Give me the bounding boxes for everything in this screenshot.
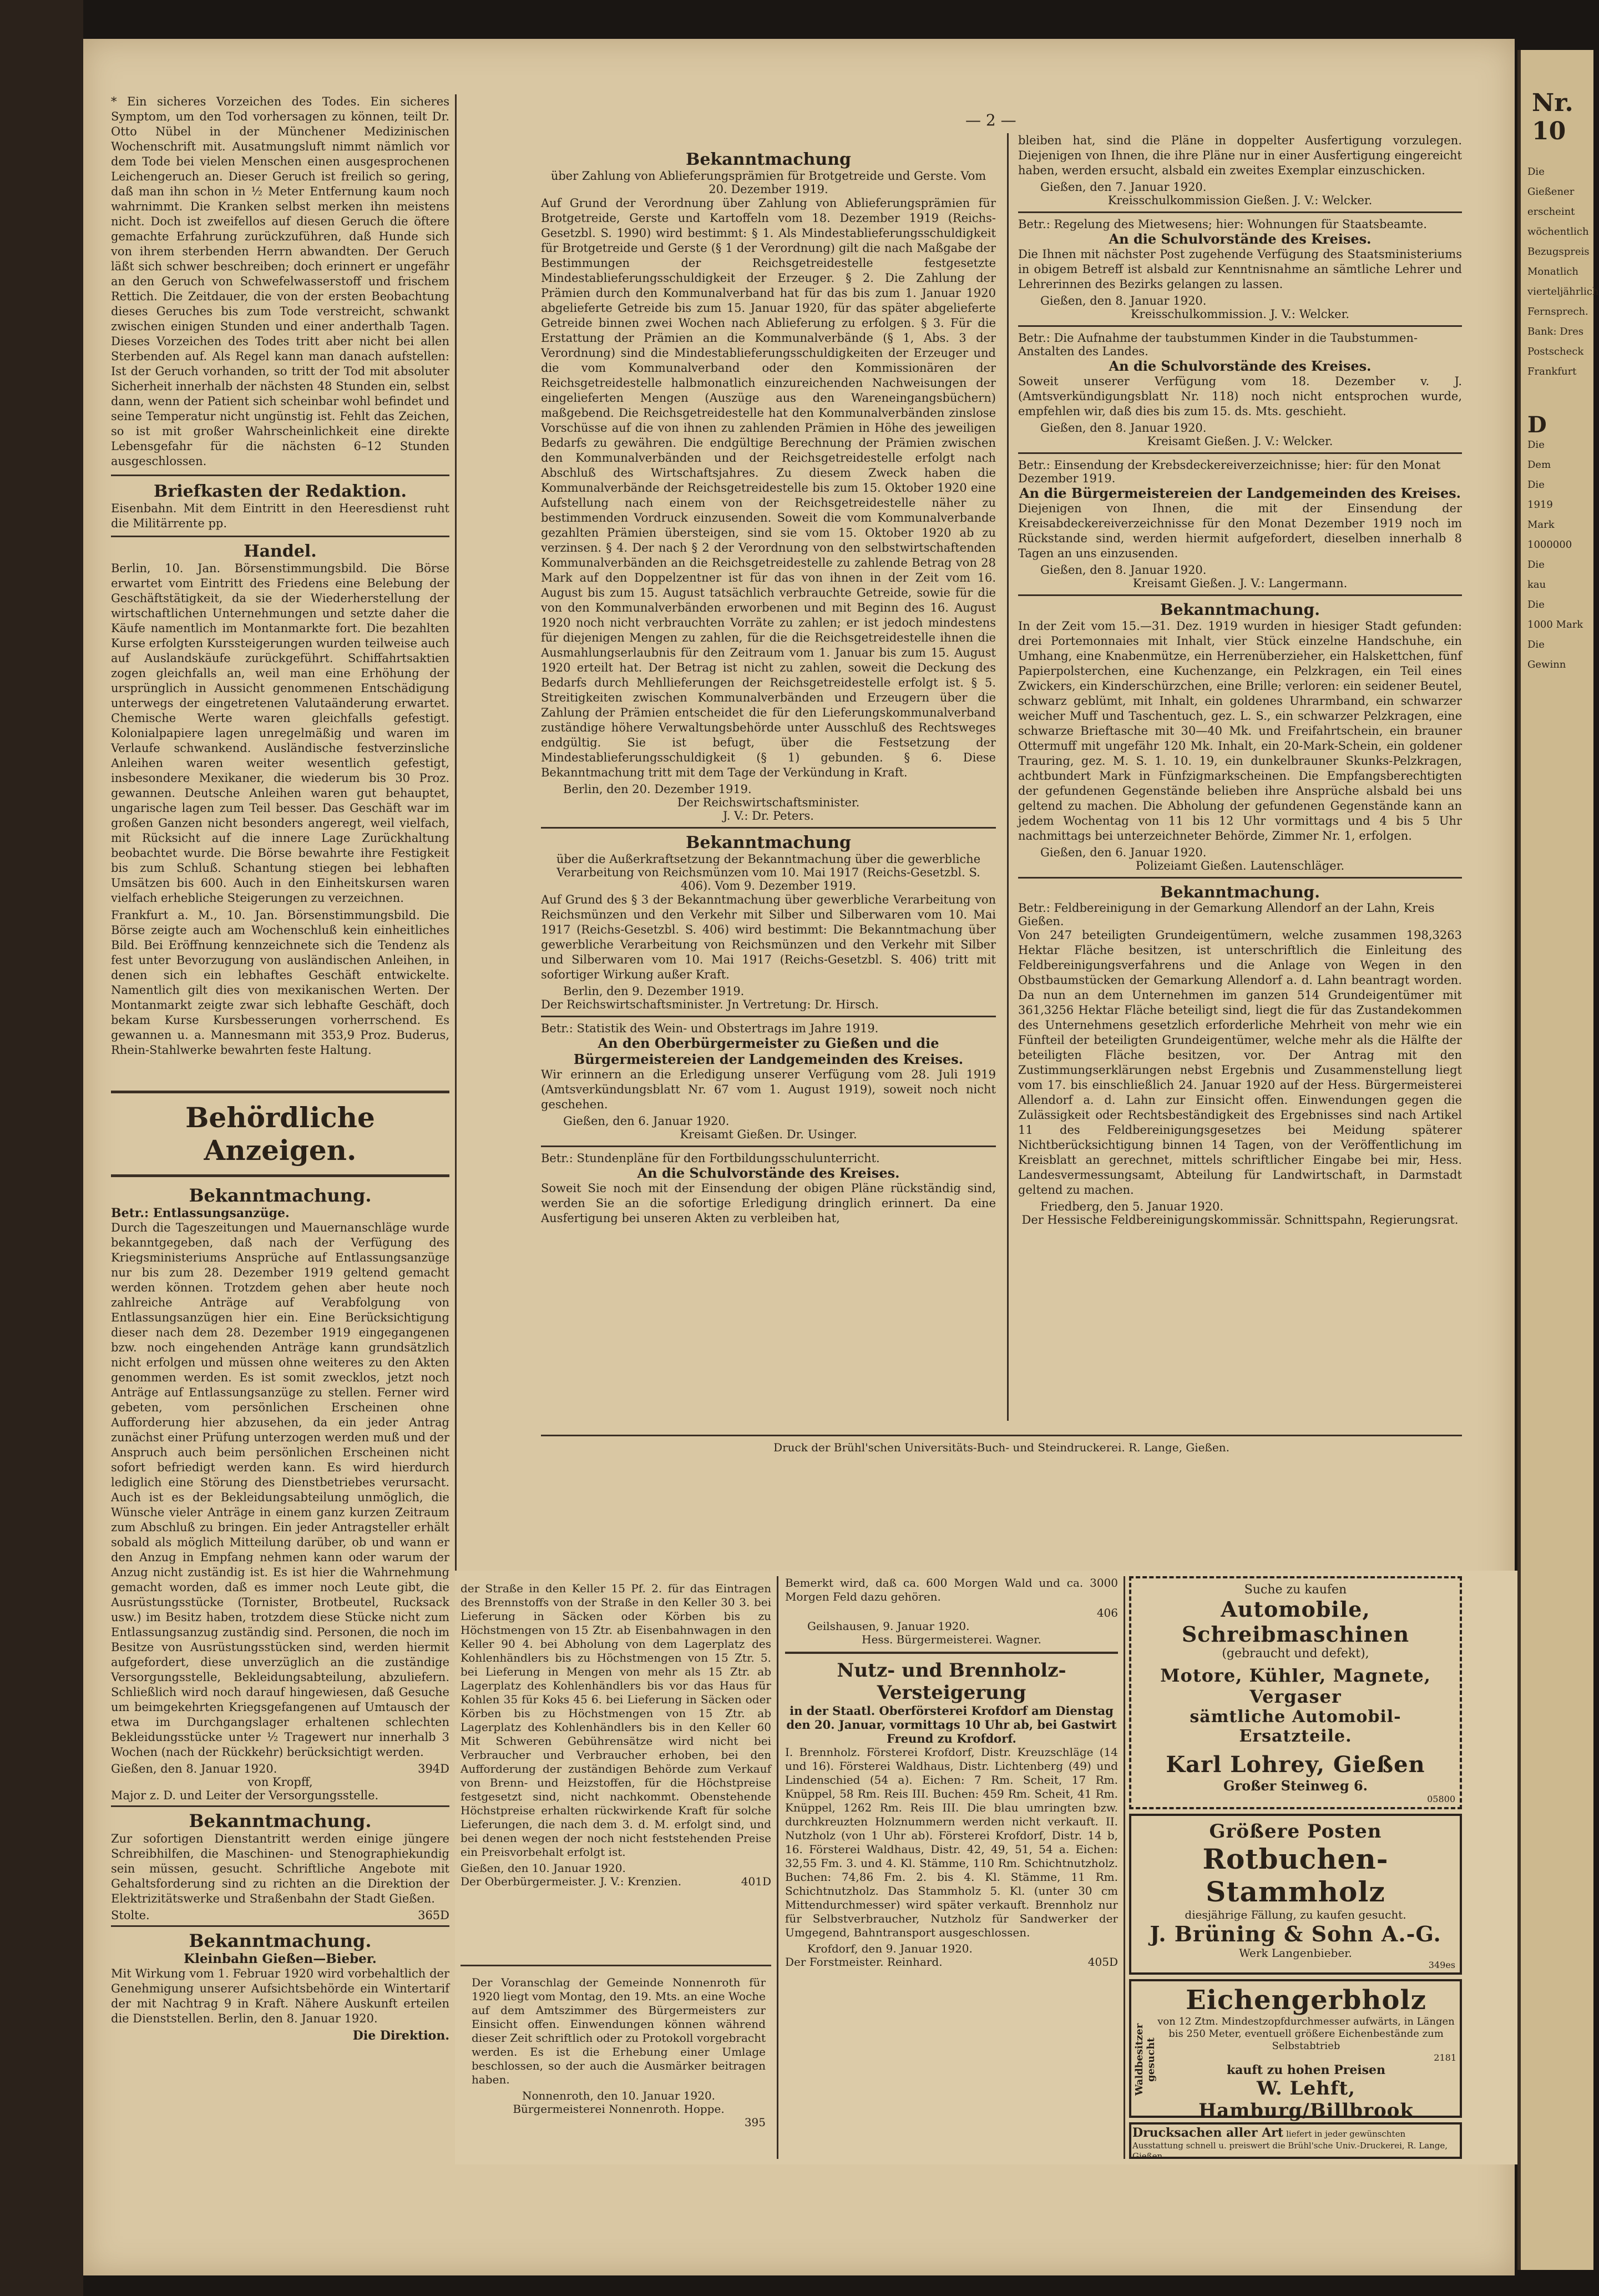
background-shadow	[0, 0, 83, 2296]
left-column	[111, 94, 449, 1088]
notice-signature: Der Oberbürgermeister. J. V.: Krenzien.	[461, 1875, 682, 1888]
notice-text: Auf Grund der Verordnung über Zahlung von Ablieferungsprämien für Brotgetreide, Gerste und Kartoffeln vom 18. Dezember 1919 (Reichs-Gesetzbl. S. 1990) wird bestimmt: § 1. Als Mindestablieferungsschuldigkeit für Brotgetreide und Gerste (§ 1 der Verordnung) gilt die nach Maßgabe der Bestimmungen der Reichsgetreidestelle festgesetzte Mindestablieferungsschuldigkeit der Erzeuger. § 2. Die Zahlung der Prämien durch den Kommunalverband hat für das bis zum 1. Januar 1920 abgelieferte Getreide bis zum 15. Januar 1920, für das später abgelieferte Getreide binnen zwei Wochen nach Ablieferung zu erfolgen. § 3. Für die Erstattung der Prämien an die Kommunalverbände (§ 1, Abs. 3 der Verordnung) sind die Mindestablieferungsschuldigkeiten der Erzeuger und die vom Kommunalverband oder den Kommissionären der Reichsgetreidestelle halbmonatlich einzureichenden Nachweisungen der eingelieferten Mengen (Auszüge aus den Wareneingangsbüchern) maßgebend. Die Reichsgetreidestelle hat den Kommunalverbänden zinslose Vorschüsse auf die von ihnen zu zahlenden Prämien in Höhe des jeweiligen Bedarfs zu gewähren. Die endgültige Berechnung der Prämien zwischen den Kommunalverbänden und der Reichsgetreidestelle erfolgt nach Abschluß des Wirtschaftsjahres. Zu diesem Zweck haben die Kommunalverbände der Reichsgetreidestelle bis zum 15. Oktober 1920 eine Aufstellung nach einem von der Reichsgetreidestelle näher zu bestimmenden Vordruck einzusenden. Soweit die vom Kommunalverbande gezahlten Prämien übersteigen, sind sie vom 15. Oktober 1920 ab zu verzinsen. § 4. Der nach § 2 der Verordnung von den selbstwirtschaftenden Kommunalverbänden an die Reichsgetreidestelle zu zahlende Betrag von 28 Mark auf den Doppelzentner ist für das von ihnen in der Zeit vom 16. August bis zum 15. August tatsächlich verbrauchte Getreide, sowie für die von den Kommunalverbänden erworbenen und mit Beginn des 16. August 1920 noch nicht verbrauchten Vorräte zu zahlen; er ist jedoch mindestens für diejenigen Mengen zu zahlen, für die die Reichsgetreidestelle ihnen die Ausmahlungserlaubnis für den Zeitraum vom 1. Januar bis zum 15. August 1920 erteilt hat. Der Betrag ist nicht zu zahlen, soweit die Deckung des Bedarfs durch Mehllieferungen der Reichsgetreidestelle erfolgt ist. § 5. Streitigkeiten zwischen Kommunalverbänden und Erzeugern über die Zahlung der Prämien entscheidet die für den Lieferungskommunalverband zuständige höhere Verwaltungsbehörde unter Ausschluß des Rechtsweges endgültig. Sie ist befugt, über die Festsetzung der Mindestablieferungsschuldigkeit (§ 1) gebunden. § 6. Diese Bekanntmachung tritt mit dem Tage der Verkündung in Kraft.	[541, 196, 996, 779]
notice-text: I. Brennholz. Försterei Krofdorf, Distr. Kreuzschläge (14 und 16). Försterei Waldhaus, Distr. Lichtenberg (49) und Lindenschied (54 a). Eichen: 7 Rm. Scheit, 17 Rm. Knüppel, 58 Rm. Reis III. Buchen: 459 Rm. Scheit, 41 Rm. Knüppel, 1262 Rm. Reis III. Die blau umringten bzw. durchkreuzten Holznummern werden nicht verkauft. II. Nutzholz (von 1 Uhr ab). Försterei Krofdorf, Distr. 14 b, 16. Försterei Waldhaus, Distr. 42, 49, 51, 54 a. Eichen: 32,55 Fm. 3. und 4. Kl. Stämme, 110 Rm. Schichtnutzholz. Buchen: 74,86 Fm. 2. bis 4. Kl. Stämme, 11 Rm. Schichtnutzholz. Das Stammholz 5. Kl. (unter 30 cm Mittendurchmesser) wird später verkauft. Brennholz nur für Selbstverbraucher, Nutzholz für Sandwerker der Umgegend, Bahntransport ausgeschlossen.	[785, 1745, 1118, 1939]
notice-text: In der Zeit vom 15.—31. Dez. 1919 wurden in hiesiger Stadt gefunden: drei Portemonnaies mit Inhalt, vier Stück einzelne Handschuhe, ein Umhang, eine Knabenmütze, ein Herrenüberzieher, ein Halskettchen, fünf Papierpolsterchen, eine Kuchenzange, ein Pelzkragen, ein Teil eines Zwickers, ein Kinderschürzchen, eine Brille; verloren: ein seidener Beutel, schwarz geblümt, mit Inhalt, ein goldenes Uhrarmband, ein schwarzer weicher Muff und Taschentuch, gez. L. S., ein schwarzer Pelzkragen, eine schwarze Brieftasche mit 30—40 Mk. und Freifahrtschein, ein brauner Ottermuff mit ungefähr 120 Mk. Inhalt, ein 20-Mark-Schein, ein goldener Trauring, gez. M. S. 1. 10. 19, ein dunkelbrauner Skunks-Pelzkragen, achtbundert Mark in Fünfzigmarkscheinen. Die Empfangsberechtigten der gefundenen Gegenstände belieben ihre Ansprüche alsbald bei uns geltend zu machen. Die Abholung der gefundenen Gegenstände kann an jedem Wochentag von 11 bis 12 Uhr vormittags und 4 bis 5 Uhr nachmittags bei unterzeichneter Behörde, Zimmer Nr. 1, erfolgen.	[1018, 619, 1462, 842]
notice-date: Gießen, den 6. Januar 1920.	[563, 1114, 730, 1128]
column-rule	[1007, 133, 1009, 1421]
official-notices	[111, 1091, 449, 2134]
notice-text: Der Voranschlag der Gemeinde Nonnenroth für 1920 liegt vom Montag, den 19. Mts. an eine Woche auf dem Amtszimmer des Bürgermeisters zur Einsicht offen. Einwendungen können während dieser Zeit schriftlich oder zu Protokoll vorgebracht werden. Es ist die Erhebung einer Umlage beschlossen, so der auch die Ausmärker beitragen haben.	[472, 1976, 766, 2086]
divider	[1018, 211, 1462, 213]
notice-heading: Bekanntmachung.	[1160, 601, 1320, 619]
notice-heading: Bekanntmachung.	[189, 1810, 372, 1831]
ad-text: von 12 Ztm. Mindestzopfdurchmesser aufwärts, in Längen bis 250 Meter, eventuell größere Eichenbestände zum Selbstabtrieb	[1157, 2016, 1455, 2052]
notice-heading: Bekanntmachung.	[189, 1185, 372, 1206]
ad-text: Automobile, Schreibmaschinen	[1181, 1597, 1410, 1647]
divider	[461, 1965, 771, 1966]
notice-heading: Bekanntmachung.	[189, 1930, 372, 1951]
ad-code: 05800	[1427, 1794, 1455, 1804]
handel-frankfurt: Frankfurt a. M., 10. Jan. Börsenstimmungsbild. Die Börse zeigte auch am Wochenschluß kein einheitliches Bild. Bei Eröffnung kennzeichnete sich die Tendenz als fest unter Bevorzugung von ausländischen Anleihen, in denen sich ein lebhaftes Geschäft entwickelte. Namentlich gilt dies von mexikanischen Werten. Der Montanmarkt zeigte zwar sich lebhafte Geschäft, doch bekam Kurse Kursbesserungen vorherrschend. Es gewannen u. a. Mannesmann mit 353,9 Proz. Buderus, Rhein-Stahlwerke bewahrten feste Haltung.	[111, 909, 449, 1057]
ad-text: Werk Langenbieber.	[1239, 1946, 1352, 1960]
divider	[541, 1146, 996, 1147]
notice-signature: Kreisschulkommission Gießen. J. V.: Welcker.	[1107, 194, 1373, 207]
page-number: — 2 —	[965, 111, 1016, 129]
briefkasten-heading: Briefkasten der Redaktion.	[154, 482, 407, 501]
notice-text: Auf Grund des § 3 der Bekanntmachung über gewerbliche Verarbeitung von Reichsmünzen und den Verkehr mit Silber und Silberwaren vom 10. Mai 1917 (Reichs-Gesetzbl. S. 406) wird bestimmt: Die Bekanntmachung über gewerbliche Verarbeitung von Reichsmünzen und den Verkehr mit Silber und Silberwaren vom 10. Mai 1917 (Reichs-Gesetzbl. S. 406) tritt mit sofortiger Wirkung außer Kraft.	[541, 893, 996, 981]
ad-text: Motore, Kühler, Magnete, Vergaser	[1160, 1665, 1431, 1707]
notice-text: Zur sofortigen Dienstantritt werden einige jüngere Schreibhilfen, die Maschinen- und Stenographiekundig sein müssen, gesucht. Schriftliche Angebote mit Gehaltsforderung sind zu richten an die Direktion der Elektrizitätswerke und Straßenbahn der Stadt Gießen.	[111, 1832, 449, 1905]
notice-heading: An die Schulvorstände des Kreises.	[637, 1165, 900, 1181]
divider	[111, 1174, 449, 1177]
notice-subheading: über Zahlung von Ablieferungsprämien für Brotgetreide und Gerste. Vom 20. Dezember 1919.	[550, 169, 986, 196]
ad-text: Drucksachen aller Art	[1132, 2126, 1284, 2140]
ad-text: J. Brüning & Sohn A.-G.	[1150, 1921, 1441, 1946]
divider	[111, 1805, 449, 1807]
divider	[1018, 594, 1462, 596]
ad-text: Rotbuchen-Stammholz	[1202, 1843, 1389, 1908]
column-rule	[1124, 1576, 1125, 2159]
notice-signature: Die Direktion.	[352, 2028, 449, 2043]
divider	[111, 1925, 449, 1927]
ad-code: 2181	[1434, 2052, 1456, 2063]
notice-date: Berlin, den 9. Dezember 1919.	[563, 985, 745, 998]
notice-signature: Der Reichswirtschaftsminister. Jn Vertretung: Dr. Hirsch.	[541, 998, 879, 1011]
notice-signature: J. V.: Dr. Peters.	[723, 809, 814, 822]
notice-subject: Betr.: Statistik des Wein- und Obstertrags im Jahre 1919.	[541, 1022, 879, 1035]
notice-subject: Betr.: Stundenpläne für den Fortbildungsschulunterricht.	[541, 1152, 880, 1165]
divider	[1018, 325, 1462, 327]
ad-text: liefert in jeder gewünschten Ausstattung schnell u. preiswert die Brühl'sche Univ.-Druckerei, R. Lange, Gießen	[1132, 2129, 1448, 2161]
notice-date: Gießen, den 6. Januar 1920.	[1040, 846, 1207, 859]
notice-signature: Hess. Bürgermeisterei. Wagner.	[862, 1633, 1041, 1646]
auction-heading: Nutz- und Brennholz-Versteigerung	[837, 1659, 1066, 1704]
notice-footer	[111, 1909, 449, 1922]
ad-text: kauft zu hohen Preisen	[1226, 2063, 1386, 2077]
handel-heading: Handel.	[244, 542, 317, 561]
notice-date: Berlin, den 20. Dezember 1919.	[563, 783, 752, 796]
notice-date: Krofdorf, den 9. Januar 1920.	[807, 1942, 973, 1955]
notice-text: Mit Wirkung vom 1. Februar 1920 wird vorbehaltlich der Genehmigung unserer Aufsichtsbehörde ein Wintertarif der mit Nachtrag 9 in Kraft. Nähere Auskunft erteilen die Dienststellen. Berlin, den 8. Januar 1920.	[111, 1967, 449, 2025]
notice-date: Nonnenroth, den 10. Januar 1920.	[522, 2089, 716, 2102]
notice-date: Gießen, den 8. Januar 1920.	[1040, 294, 1207, 307]
notice-date: Gießen, den 10. Januar 1920.	[461, 1861, 626, 1875]
notice-subject: Betr.: Regelung des Mietwesens; hier: Wohnungen für Staatsbeamte.	[1018, 218, 1427, 231]
nonnenroth-notice	[472, 1976, 766, 2159]
notice-text: Wir erinnern an die Erledigung unserer Verfügung vom 28. Juli 1919 (Amtsverkündungsblatt Nr. 67 vom 1. August 1919), soweit noch nicht geschehen.	[541, 1068, 996, 1111]
notice-signature: Kreisamt Gießen. J. V.: Welcker.	[1147, 435, 1333, 448]
notice-code: 365D	[418, 1909, 449, 1922]
notice-heading: Bekanntmachung.	[1160, 883, 1320, 901]
notice-heading: An die Bürgermeistereien der Landgemeinden des Kreises.	[1019, 485, 1461, 501]
divider	[111, 1091, 449, 1093]
notice-date: Gießen, den 8. Januar 1920.	[1040, 421, 1207, 435]
printer-imprint: Druck der Brühl'schen Universitäts-Buch- und Steindruckerei. R. Lange, Gießen.	[773, 1441, 1229, 1454]
notice-text: Die Ihnen mit nächster Post zugehende Verfügung des Staatsministeriums in obigem Betreff ist alsbald zur Kenntnisnahme an sämtliche Lehrer und Lehrerinnen des Bezirks gelangen zu lassen.	[1018, 248, 1462, 291]
notice-code: 405D	[1087, 1955, 1118, 1969]
notice-heading: Bekanntmachung	[685, 150, 851, 169]
notice-subject: Betr.: Einsendung der Krebsdeckereiverzeichnisse; hier: für den Monat Dezember 1919.	[1018, 458, 1441, 485]
notice-signature: Kreisamt Gießen. Dr. Usinger.	[680, 1128, 857, 1141]
notice-footer	[461, 1875, 771, 1888]
column-rule	[777, 1576, 778, 2159]
notice-date: Friedberg, den 5. Januar 1920.	[1040, 1200, 1224, 1213]
notice-signature: von Kropff,	[247, 1775, 313, 1789]
notice-subheading: Kleinbahn Gießen—Bieber.	[184, 1951, 377, 1966]
notice-heading: An die Schulvorstände des Kreises.	[1109, 358, 1372, 374]
notice-subheading: über die Außerkraftsetzung der Bekanntmachung über die gewerbliche Verarbeitung von Reichsmünzen vom 10. Mai 1917 (Reichs-Gesetzbl. S. 406). Vom 9. Dezember 1919.	[556, 852, 981, 892]
notice-signature: Kreisamt Gießen. J. V.: Langermann.	[1132, 577, 1348, 590]
notice-code: 395	[744, 2116, 766, 2129]
notice-text: Diejenigen von Ihnen, die mit der Einsendung der Kreisabdeckereiverzeichnisse für den Monat Dezember 1919 noch im Rückstande sind, werden hiermit aufgefordert, dieselben innerhalb 8 Tagen an uns einzusenden.	[1018, 502, 1462, 560]
notice-date: Gießen, den 7. Januar 1920.	[1040, 180, 1207, 194]
article-todes-vorzeichen: * Ein sicheres Vorzeichen des Todes. Ein sicheres Symptom, um den Tod vorhersagen zu können, teilt Dr. Otto Nübel in der Münchener Medizinischen Wochenschrift mit. Ausatmungsluft nimmt nämlich vor dem Tode bei vielen Menschen einen ausgesprochenen Leichengeruch an. Dieser Geruch ist freilich so gering, daß man ihn schon in ½ Meter Entfernung kaum noch wahrnimmt. Die Kranken selbst merken ihn meistens nicht. Doch ist zweifellos auf diesen Geruch die öftere gemachte Erfahrung zurückzuführen, daß Hunde sich von ihrem sterbenden Herrn abwandten. Der Geruch läßt sich schwer beschreiben; doch erinnert er ungefähr an den Geruch von Schwefelwasserstoff und frischem Rettich. Die Zeitdauer, die von der ersten Beobachtung dieses Geruches bis zum Tode verstreicht, schwankt zwischen einigen Stunden und einer anderthalb Tagen. Dieses Vorzeichen des Todes tritt aber nicht bei allen Sterbenden auf. Als Regel kann man danach aufstellen: Ist der Geruch vorhanden, so tritt der Tod mit absoluter Sicherheit innerhalb der nächsten 48 Stunden ein, selbst dann, wenn der Patient sich scheinbar wohl befindet und seine Temperatur nicht ungünstig ist. Fehlt das Zeichen, so ist mit großer Wahrscheinlichkeit eine direkte Lebensgefahr für die nächsten 6–12 Stunden ausgeschlossen.	[111, 95, 449, 468]
notice-text: Soweit unserer Verfügung vom 18. Dezember v. J. (Amtsverkündigungsblatt Nr. 118) noch nicht entsprochen wurde, empfehlen wir, daß dies bis zum 15. ds. Mts. geschieht.	[1018, 375, 1462, 418]
notice-signature: Polizeiamt Gießen. Lautenschläger.	[1135, 859, 1345, 872]
notice-heading: An den Oberbürgermeister zu Gießen und die Bürgermeistereien der Landgemeinden des Kreises.	[573, 1035, 964, 1067]
divider	[1018, 452, 1462, 454]
right-column	[1018, 133, 1462, 1421]
notice-subject: Betr.: Feldbereinigung in der Gemarkung Allendorf an der Lahn, Kreis Gießen.	[1018, 901, 1435, 928]
divider	[541, 827, 996, 829]
handel-berlin: Berlin, 10. Jan. Börsenstimmungsbild. Die Börse erwartet vom Eintritt des Friedens eine Belebung der Geschäftstätigkeit, da sie der Wiederherstellung der wirtschaftlichen Unternehmungen und setzte daher die Käufe namentlich im Montanmarkte fort. Die bezahlten Kurse erfolgten Kurssteigerungen wurden teilweise auch auf Auslandskäufe zurückgeführt. Schiffahrtsaktien zogen gleichfalls an, weil man eine Erhöhung der ursprünglich in Aussicht genommenen Entschädigung unterwegs der eingetretenen Valutaänderung erwartet. Chemische Werte waren gleichfalls gefestigt. Kolonialpapiere lagen unregelmäßig und waren im Verlaufe schwankend. Ausländische festverzinsliche Anleihen waren weiter wesentlich gefestigt, insbesondere Mexikaner, die wiederum bis 30 Proz. gewannen. Deutsche Anleihen waren gut behauptet, ungarische lagen zum Teil besser. Das Geschäft war im großen Ganzen nicht besonders angeregt, weil vielfach, mit Rücksicht auf die innere Lage Zurückhaltung beobachtet wurde. Die Börse bewahrte ihre Festigkeit bis zum Schluß. Schantung stiegen bei lebhaften Umsätzen bis 600. Auch in den Einheitskursen waren vielfach erhebliche Steigerungen zu verzeichnen.	[111, 562, 449, 905]
ad-code: 349es	[1428, 1960, 1455, 1970]
ad-drucksachen	[1129, 2122, 1462, 2159]
divider	[541, 1016, 996, 1017]
ad-eichengerbholz	[1129, 1979, 1462, 2122]
notice-code: 401D	[741, 1875, 771, 1888]
notice-date: Gießen, den 8. Januar 1920.	[1040, 563, 1207, 577]
notice-text: Von 247 beteiligten Grundeigentümern, welche zusammen 198,3263 Hektar Fläche besitzen, ist unterschriftlich die Einleitung des Feldbereinigungsverfahrens und die Anlage von Wegen in den Obstbaumstücken der Gemarkung Allendorf a. d. Lahn beantragt worden. Da nun an dem Unternehmen im ganzen 514 Grundeigentümer mit 361,3256 Hektar Fläche beteiligt sind, liegt die für das Zustandekommen des Unternehmens gesetzlich erforderliche Mehrheit von mehr wie ein Fünfteil der beteiligten Grundeigentümer, welche mehr als die Hälfte der beteiligten Fläche besitzen, vor. Der Antrag mit den Zustimmungserklärungen nebst Ergebnis und Zusammenstellung liegt vom 17. bis einschließlich 24. Januar 1920 auf der Hess. Bürgermeisterei Allendorf a. d. Lahn zur Einsicht offen. Einwendungen gegen die Zulässigkeit oder Rechtsbeständigkeit des Ergebnisses sind nach Artikel 11 des Feldbereinigungsgesetzes bei Meidung späterer Nichtberücksichtigung binnen 14 Tagen, von der Veröffentlichung im Kreisblatt an gerechnet, mittels schriftlicher Eingabe bei mir, Hess. Landesvermessungsamt, Abteilung für Landwirtschaft, in Darmstadt geltend zu machen.	[1018, 929, 1462, 1197]
notice-text: Soweit Sie noch mit der Einsendung der obigen Pläne rückständig sind, werden Sie an die sofortige Erledigung dringlich erinnert. Da eine Ausfertigung bei unseren Akten zu verbleiben hat,	[541, 1182, 996, 1225]
notice-text: der Straße in den Keller 15 Pf. 2. für das Eintragen des Brennstoffs von der Straße in den Keller 30 3. bei Lieferung in Säcken oder Körben bis zu Höchstmengen von 15 Ztr. ab Eisenbahnwagen in den Keller 90 4. bei Abholung von dem Lagerplatz des Kohlenhändlers bis zu Höchstmengen von 15 Ztr. 5. bei Lieferung in Mengen von mehr als 15 Ztr. ab Lagerplatz des Kohlenhändlers bis vor das Haus für Kohlen 35 für Koks 45 6. bei Lieferung in Säcken oder Körben bis zu Höchstmengen von 15 Ztr. ab Lagerplatz des Kohlenhändlers bis in den Keller 60 Mit Schweren Gebührensätze wird nicht bei Verbraucher und Verbraucher erhoben, bei den Aufforderung der zuständigen Behörde zum Verkauf von Brenn- und Heizstoffen, für die Höchstpreise festgesetzt sind, nicht nachkommt. Obenstehende Höchstpreise erhalten rückwirkende Kraft für solche Lieferungen, die nach dem 3. d. M. erfolgt sind, und bei denen wegen der noch nicht feststehenden Preise ein Preisvorbehalt erfolgt ist.	[461, 1582, 771, 1859]
ad-rotbuchen	[1129, 1814, 1462, 1975]
ad-text: Großer Steinweg 6.	[1223, 1778, 1368, 1794]
ad-text: W. Lehft, Hamburg/Billbrook	[1198, 2077, 1414, 2122]
divider	[111, 536, 449, 537]
notice-signature: Der Forstmeister. Reinhard.	[785, 1955, 943, 1969]
right-page-title: Nr. 10	[1532, 89, 1573, 145]
notice-text: Durch die Tageszeitungen und Mauernanschläge wurde bekanntgegeben, daß nach der Verfügung des Kriegsministeriums Ansprüche auf Entlassungsanzüge nur bis zum 28. Dezember 1919 geltend gemacht werden können. Trotzdem gehen aber heute noch zahlreiche Anträge auf Verabfolgung von Entlassungsanzügen hier ein. Eine Berücksichtigung dieser nach dem 28. Dezember 1919 eingegangenen bzw. noch eingehenden Anträge kann grundsätzlich nicht erfolgen und müssen ohne weiteres zu den Akten genommen werden. Es ist somit zwecklos, jetzt noch Anträge auf Entlassungsanzüge zu stellen. Ferner wird gebeten, vom persönlichen Erscheinen ohne Aufforderung hier abzusehen, da ein jeder Antrag zunächst einer Prüfung unterzogen werden muß und der Anspruch auch beim persönlichen Erscheinen nicht sofort befriedigt werden kann. Es wird hierdurch lediglich eine Störung des Dienstbetriebes verursacht. Auch ist es der Bekleidungsabteilung unmöglich, die Wünsche vieler Anträge in einem ganz kurzen Zeitraum zum Abschluß zu bringen. Ein jeder Antragsteller erhält sobald als möglich Mitteilung darüber, ob und wann er den Anzug in Empfang nehmen kann oder warum der Anzug nicht zuständig ist. Es ist hier die Wahrnehmung gemacht worden, daß es immer noch Leute gibt, die Ausrüstungsstücke (Tornister, Brotbeutel, Rucksack usw.) im Besitz haben, trotzdem diese Stücke nicht zum Entlassungsanzug zuständig sind. Personen, die noch im Besitze von Ausrüstungsstücken sind, werden hiermit aufgefordert, diese unverzüglich an die zuständige Versorgungsstelle, Bekleidungsabteilung, abzuliefern. Schließlich wird noch darauf hingewiesen, daß Gesuche um beimgekehrten Kriegsgefangenen auf Umtausch der etwa im Durchgangslager erhaltenen schlechten Bekleidungsstücke unter ½ Tragewert nur innerhalb 3 Wochen (nach der Rückkehr) berücksichtigt werden.	[111, 1221, 449, 1759]
fuel-prices-notice	[461, 1582, 771, 1959]
footer-rule	[541, 1435, 1462, 1436]
briefkasten-text: Eisenbahn. Mit dem Eintritt in den Heeresdienst ruht die Militärrente pp.	[111, 502, 449, 530]
notice-subject: Betr.: Die Aufnahme der taubstummen Kinder in die Taubstummen-Anstalten des Landes.	[1018, 331, 1418, 358]
notice-heading: An die Schulvorstände des Kreises.	[1109, 231, 1372, 247]
notice-subject: Betr.: Entlassungsanzüge.	[111, 1206, 290, 1220]
ad-text: Suche zu kaufen	[1244, 1583, 1347, 1597]
ad-text: diesjährige Fällung, zu kaufen gesucht.	[1185, 1908, 1406, 1921]
adjacent-page-strip	[1517, 50, 1599, 2270]
notice-signature: Der Reichswirtschaftsminister.	[677, 796, 860, 809]
ad-side-text: Waldbesitzer gesucht	[1134, 2023, 1157, 2096]
notice-signature: Stolte.	[111, 1909, 150, 1922]
ad-text: Eichengerbholz	[1186, 1985, 1426, 2016]
notice-heading: Bekanntmachung	[685, 833, 851, 852]
notice-text: Bemerkt wird, daß ca. 600 Morgen Wald und ca. 3000 Morgen Feld dazu gehören.	[785, 1576, 1118, 1603]
middle-column	[541, 150, 996, 1432]
notice-code: 394D	[418, 1762, 449, 1775]
ad-text: sämtliche Automobil-Ersatzteile.	[1190, 1707, 1401, 1746]
notice-signature: Der Hessische Feldbereinigungskommissär. Schnittspahn, Regierungsrat.	[1021, 1213, 1459, 1227]
notice-signature: Bürgermeisterei Nonnenroth. Hoppe.	[513, 2102, 725, 2116]
right-strip-text: Die Gießener erscheint wöchentlich Bezugspreis Monatlich vierteljährlich Fernsprech. Bank: Dres Postscheck Frankfurt D Die Dem Die 1919 Mark 1000000 Die kau Die 1000 Mark Die Gewinn	[1527, 166, 1599, 670]
notice-signature: Kreisschulkommission. J. V.: Welcker.	[1130, 307, 1350, 321]
notice-code: 406	[1096, 1606, 1118, 1619]
ad-automobile	[1129, 1576, 1462, 1809]
official-notices-heading: Behördliche Anzeigen.	[185, 1101, 375, 1167]
ad-text: (gebraucht und defekt),	[1222, 1647, 1369, 1661]
divider	[785, 1652, 1118, 1654]
ad-text: Karl Lohrey, Gießen	[1166, 1752, 1425, 1778]
notice-date: Geilshausen, 9. Januar 1920.	[807, 1619, 970, 1633]
ad-text: Größere Posten	[1209, 1820, 1382, 1843]
wood-auction	[785, 1576, 1118, 2159]
notice-role: Major z. D. und Leiter der Versorgungsstelle.	[111, 1789, 379, 1802]
notice-footer	[785, 1955, 1118, 1969]
divider	[111, 475, 449, 476]
notice-footer	[111, 1762, 449, 1775]
auction-subheading: in der Staatl. Oberförsterei Krofdorf am Dienstag den 20. Januar, vormittags 10 Uhr ab, bei Gastwirt Freund zu Krofdorf.	[786, 1704, 1117, 1745]
notice-date: Gießen, den 8. Januar 1920.	[111, 1762, 277, 1775]
notice-text: bleiben hat, sind die Pläne in doppelter Ausfertigung vorzulegen. Diejenigen von Ihnen, die ihre Pläne nur in einer Ausfertigung eingereicht haben, werden ersucht, alsbald ein zweites Exemplar einzuschicken.	[1018, 134, 1462, 177]
divider	[1018, 877, 1462, 879]
